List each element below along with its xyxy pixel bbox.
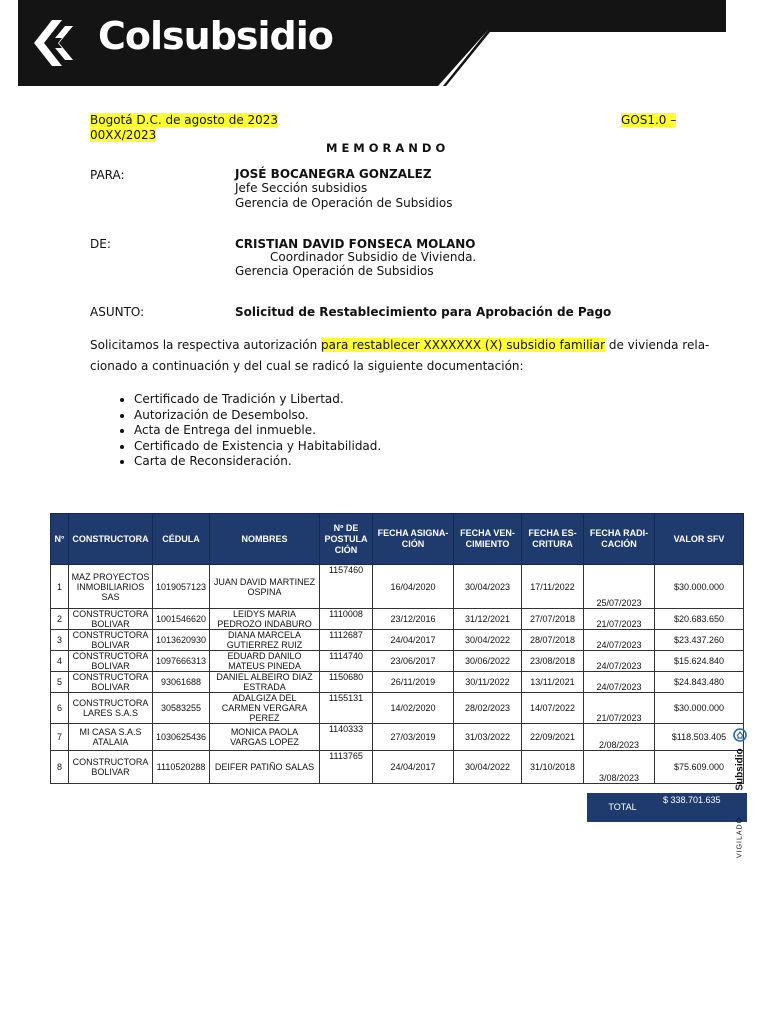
asunto-label: ASUNTO:: [90, 305, 145, 319]
cell-nombres: EDUARD DANILO MATEUS PINEDA: [210, 651, 320, 672]
document-item: • Certificado de Tradición y Libertad.: [134, 392, 381, 408]
cell-cedula: 1110520288: [153, 751, 210, 784]
total-label: TOTAL: [587, 793, 658, 822]
cell-nombres: DIANA MARCELA GUTIERREZ RUIZ: [210, 630, 320, 651]
cell-fecha-radicacion: 21/07/2023: [584, 609, 655, 630]
cell-nombres: JUAN DAVID MARTINEZ OSPINA: [210, 565, 320, 609]
cell-valor-sfv: $75.609.000: [655, 751, 744, 784]
memo-title: M E M O R A N D O: [326, 141, 446, 155]
table-header-row: [51, 514, 744, 565]
cell-constructora: CONSTRUCTORA BOLIVAR: [69, 630, 153, 651]
cell-postulacion: 1155131: [320, 693, 373, 724]
cell-fecha-vencimiento: 30/06/2022: [454, 651, 522, 672]
cell-postulacion: 1113765: [320, 751, 373, 784]
cell-fecha-radicacion: 2/08/2023: [584, 724, 655, 751]
de-name: CRISTIAN DAVID FONSECA MOLANO: [235, 237, 476, 251]
cell-postulacion: 1150680: [320, 672, 373, 693]
cell-no: 6: [51, 693, 69, 724]
cell-constructora: CONSTRUCTORA BOLIVAR: [69, 651, 153, 672]
cell-postulacion: 1110008: [320, 609, 373, 630]
body-line-1: Solicitamos la respectiva autorización para restablecer XXXXXXX (X) subsidio familiar de vivienda rela-: [90, 338, 710, 352]
header-fecha-radicacion: FECHA RADI-CACIÓN: [584, 514, 655, 565]
cell-fecha-asignacion: 23/06/2017: [373, 651, 454, 672]
cell-postulacion: 1140333: [320, 724, 373, 751]
cell-constructora: CONSTRUCTORA BOLIVAR: [69, 751, 153, 784]
cell-fecha-radicacion: 25/07/2023: [584, 565, 655, 609]
cell-cedula: 30583255: [153, 693, 210, 724]
cell-cedula: 1030625436: [153, 724, 210, 751]
cell-cedula: 1013620930: [153, 630, 210, 651]
supersubsidio-logo-icon: [733, 728, 747, 742]
brand-logo-text: Colsubsidio: [98, 14, 333, 58]
memo-ref-number: 00XX/2023: [90, 128, 157, 142]
cell-cedula: 93061688: [153, 672, 210, 693]
cell-nombres: LEIDYS MARIA PEDROZO INDABURO: [210, 609, 320, 630]
memo-date: Bogotá D.C. de agosto de 2023: [90, 113, 279, 127]
cell-fecha-vencimiento: 30/04/2023: [454, 565, 522, 609]
header-band: [18, 0, 726, 86]
vigilado-mark: [730, 728, 750, 868]
header-nombres: NOMBRES: [210, 514, 320, 565]
vigilado-label: VIGILADO: [736, 816, 744, 859]
table-row: [51, 693, 744, 724]
cell-fecha-asignacion: 24/04/2017: [373, 630, 454, 651]
cell-no: 2: [51, 609, 69, 630]
cell-constructora: CONSTRUCTORA BOLIVAR: [69, 609, 153, 630]
document-item: • Autorización de Desembolso.: [134, 408, 381, 424]
cell-fecha-escritura: 13/11/2021: [522, 672, 584, 693]
cell-fecha-radicacion: 3/08/2023: [584, 751, 655, 784]
total-value: $ 338.701.635: [658, 793, 747, 822]
cell-postulacion: 1112687: [320, 630, 373, 651]
cell-fecha-escritura: 23/08/2018: [522, 651, 584, 672]
subsidy-table: [50, 513, 744, 784]
document-item: • Carta de Reconsideración.: [134, 454, 381, 470]
cell-cedula: 1019057123: [153, 565, 210, 609]
cell-fecha-asignacion: 24/04/2017: [373, 751, 454, 784]
cell-valor-sfv: $30.000.000: [655, 565, 744, 609]
cell-constructora: MI CASA S.A.S ATALAIA: [69, 724, 153, 751]
cell-nombres: MONICA PAOLA VARGAS LOPEZ: [210, 724, 320, 751]
para-dept: Gerencia de Operación de Subsidios: [235, 196, 453, 210]
header-fecha-escritura: FECHA ES-CRITURA: [522, 514, 584, 565]
table-row: [51, 724, 744, 751]
para-role: Jefe Sección subsidios: [235, 181, 368, 195]
cell-no: 4: [51, 651, 69, 672]
para-label: PARA:: [90, 168, 125, 182]
cell-fecha-escritura: 14/07/2022: [522, 693, 584, 724]
header-postulacion: Nº DE POSTULA CIÓN: [320, 514, 373, 565]
cell-fecha-asignacion: 27/03/2019: [373, 724, 454, 751]
header-fecha-asignacion: FECHA ASIGNA-CIÓN: [373, 514, 454, 565]
vigilado-brand: Subsidio: [734, 748, 746, 791]
cell-nombres: ADALGIZA DEL CARMEN VERGARA PEREZ: [210, 693, 320, 724]
cell-postulacion: 1114740: [320, 651, 373, 672]
cell-cedula: 1001546620: [153, 609, 210, 630]
cell-no: 7: [51, 724, 69, 751]
header-fecha-vencimiento: FECHA VEN-CIMIENTO: [454, 514, 522, 565]
cell-constructora: CONSTRUCTORA BOLIVAR: [69, 672, 153, 693]
table-row: [51, 672, 744, 693]
body-line-2: cionado a continuación y del cual se radicó la siguiente documentación:: [90, 359, 524, 373]
cell-valor-sfv: $24.843.480: [655, 672, 744, 693]
cell-nombres: DANIEL ALBEIRO DIAZ ESTRADA: [210, 672, 320, 693]
cell-no: 8: [51, 751, 69, 784]
cell-constructora: MAZ PROYECTOS INMOBILIARIOS SAS: [69, 565, 153, 609]
cell-fecha-radicacion: 21/07/2023: [584, 693, 655, 724]
documents-list: [108, 392, 381, 470]
document-item: • Certificado de Existencia y Habitabilidad.: [134, 439, 381, 455]
cell-fecha-vencimiento: 30/04/2022: [454, 751, 522, 784]
table-row: [51, 751, 744, 784]
cell-cedula: 1097666313: [153, 651, 210, 672]
cell-fecha-vencimiento: 31/03/2022: [454, 724, 522, 751]
cell-fecha-radicacion: 24/07/2023: [584, 651, 655, 672]
cell-fecha-vencimiento: 30/04/2022: [454, 630, 522, 651]
de-role: Coordinador Subsidio de Vivienda.: [270, 250, 477, 264]
cell-fecha-asignacion: 14/02/2020: [373, 693, 454, 724]
cell-fecha-asignacion: 16/04/2020: [373, 565, 454, 609]
para-name: JOSÉ BOCANEGRA GONZALEZ: [235, 167, 432, 181]
header-constructora: CONSTRUCTORA: [69, 514, 153, 565]
table-row: [51, 630, 744, 651]
cell-postulacion: 1157460: [320, 565, 373, 609]
memo-ref-code: GOS1.0 –: [621, 113, 677, 127]
cell-fecha-asignacion: 26/11/2019: [373, 672, 454, 693]
cell-fecha-radicacion: 24/07/2023: [584, 672, 655, 693]
table-row: [51, 609, 744, 630]
cell-fecha-escritura: 22/09/2021: [522, 724, 584, 751]
cell-valor-sfv: $20.683.650: [655, 609, 744, 630]
cell-fecha-vencimiento: 28/02/2023: [454, 693, 522, 724]
header-cedula: CÉDULA: [153, 514, 210, 565]
cell-fecha-vencimiento: 30/11/2022: [454, 672, 522, 693]
cell-constructora: CONSTRUCTORA LARES S.A.S: [69, 693, 153, 724]
cell-fecha-vencimiento: 31/12/2021: [454, 609, 522, 630]
cell-no: 3: [51, 630, 69, 651]
cell-fecha-escritura: 28/07/2018: [522, 630, 584, 651]
cell-valor-sfv: $15.624.840: [655, 651, 744, 672]
cell-valor-sfv: $118.503.405: [655, 724, 744, 751]
cell-no: 5: [51, 672, 69, 693]
asunto-text: Solicitud de Restablecimiento para Aprobación de Pago: [235, 305, 612, 319]
document-item: • Acta de Entrega del inmueble.: [134, 423, 381, 439]
cell-fecha-escritura: 17/11/2022: [522, 565, 584, 609]
cell-nombres: DEIFER PATIÑO SALAS: [210, 751, 320, 784]
de-label: DE:: [90, 237, 111, 251]
cell-no: 1: [51, 565, 69, 609]
cell-valor-sfv: $30.000.000: [655, 693, 744, 724]
cell-fecha-radicacion: 24/07/2023: [584, 630, 655, 651]
header-no: N°: [51, 514, 69, 565]
cell-fecha-asignacion: 23/12/2016: [373, 609, 454, 630]
de-dept: Gerencia Operación de Subsidios: [235, 264, 434, 278]
cell-valor-sfv: $23.437.260: [655, 630, 744, 651]
cell-fecha-escritura: 31/10/2018: [522, 751, 584, 784]
table-row: [51, 651, 744, 672]
colsubsidio-logo-icon: [32, 18, 82, 68]
table-row: [51, 565, 744, 609]
cell-fecha-escritura: 27/07/2018: [522, 609, 584, 630]
header-valor-sfv: VALOR SFV: [655, 514, 744, 565]
